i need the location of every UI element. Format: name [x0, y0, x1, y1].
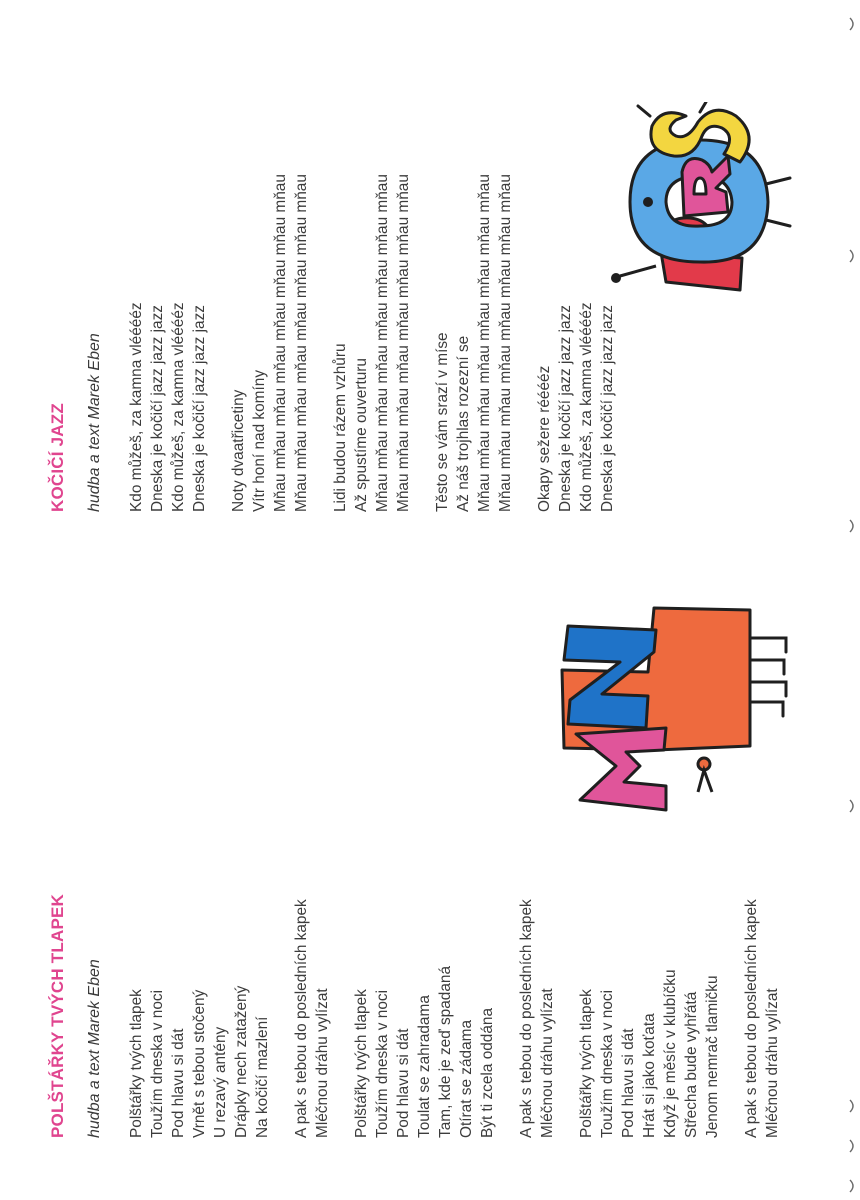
lyric-line: Kdo můžeš, za kamna vlééééz — [170, 302, 187, 512]
lyric-line: Mléčnou dráhu vylízat — [314, 988, 331, 1138]
stanza — [228, 12, 312, 512]
lyric-line: Když je měsíc v klubíčku — [662, 969, 679, 1138]
lyric-line: Být ti zcela oddána — [479, 1007, 496, 1138]
lyric-line: Kdo můžeš, za kamna vlééééz — [128, 302, 145, 512]
creature-beak — [698, 770, 712, 792]
lyric-line: Vrnět s tebou stočený — [191, 989, 208, 1138]
lyric-line: Jenom nemrač tlamičku — [704, 975, 721, 1138]
lyric-line: Mňau mňau mňau mňau mňau mňau mňau mňau — [374, 174, 391, 512]
creature-legs — [750, 638, 786, 716]
pros-letter-creature-illustration — [590, 102, 840, 312]
letter-m — [576, 728, 666, 810]
lyric-line: Toužím dneska v noci — [599, 990, 616, 1138]
lyric-line: Těsto se vám srazí v míse — [434, 332, 451, 512]
song-credit: hudba a text Marek Eben — [86, 333, 103, 512]
lyric-line: Pod hlavu si dát — [170, 1028, 187, 1138]
stanza — [432, 12, 516, 512]
lyric-line: Dneska je kočičí jazz jazz jazz — [191, 305, 208, 512]
stanza — [126, 598, 273, 1138]
creature-antenna-tip — [611, 273, 621, 283]
creature-antenna — [620, 266, 656, 276]
lyric-line: Mňau mňau mňau mňau mňau mňau mňau mňau — [272, 174, 289, 512]
creature-eye — [643, 197, 653, 207]
lyric-line: Na kočičí mazlení — [254, 1016, 271, 1138]
lyric-line: Toužím dneska v noci — [374, 990, 391, 1138]
lyric-line: Mléčnou dráhu vylízat — [764, 988, 781, 1138]
lyric-line: Polštářky tvých tlapek — [128, 989, 145, 1138]
lyric-line: Vítr honí nad komíny — [251, 369, 268, 512]
lyric-line: Mňau mňau mňau mňau mňau mňau mňau mňau — [293, 174, 310, 512]
stanza — [351, 598, 498, 1138]
scan-edge-marks — [832, 0, 860, 1200]
stanza — [330, 12, 414, 512]
lyric-line: Mňau mňau mňau mňau mňau mňau mňau mňau — [476, 174, 493, 512]
lyric-line: Toužím dneska v noci — [149, 990, 166, 1138]
lyric-line: Pod hlavu si dát — [620, 1028, 637, 1138]
lyric-line: Mňau mňau mňau mňau mňau mňau mňau mňau — [395, 174, 412, 512]
lyric-line: Polštářky tvých tlapek — [353, 989, 370, 1138]
lyric-line: U rezavý antény — [212, 1026, 229, 1138]
stanza — [126, 12, 210, 512]
lyric-line: Otírat se zádama — [458, 1019, 475, 1138]
lyric-line: Mňau mňau mňau mňau mňau mňau mňau mňau — [497, 174, 514, 512]
lyric-line: Až náš trojhlas rozezní se — [455, 335, 472, 512]
song-credit: hudba a text Marek Eben — [86, 959, 103, 1138]
lyric-line: A pak s tebou do posledních kapek — [293, 899, 310, 1138]
lyric-line: Tam, kde je zeď spadaná — [437, 965, 454, 1138]
lyric-line: Kdo můžeš, za kamna vlééééz — [578, 302, 595, 512]
lyric-line: Toulat se zahradama — [416, 995, 433, 1138]
lyric-line: Polštářky tvých tlapek — [578, 989, 595, 1138]
letter-r — [682, 156, 730, 216]
song-title: POLŠTÁŘKY TVÝCH TLAPEK — [48, 894, 67, 1138]
lyric-line: Noty dvaatřicetiny — [230, 389, 247, 512]
lyric-line: A pak s tebou do posledních kapek — [518, 899, 535, 1138]
lyric-line: Lidi budou rázem vzhůru — [332, 343, 349, 512]
song-title: KOČIČÍ JAZZ — [48, 403, 67, 512]
mnl-letter-creature-illustration — [498, 592, 798, 822]
lyric-line: Až spustíme ouverturu — [353, 358, 370, 512]
song-kocici-jazz — [48, 12, 636, 512]
lyric-line: Dneska je kočičí jazz jazz jazz — [149, 305, 166, 512]
lyric-line: Dneska je kočičí jazz jazz jazz — [599, 305, 616, 512]
lyric-line: Dneska je kočičí jazz jazz jazz — [557, 305, 574, 512]
lyrics — [126, 12, 618, 512]
lyric-line: Hrát si jako koťata — [641, 1013, 658, 1138]
lyric-line: Drápky nech zatažený — [233, 985, 250, 1138]
stanza — [291, 598, 333, 1138]
lyric-line: Pod hlavu si dát — [395, 1028, 412, 1138]
lyric-line: Střecha bude vyhřátá — [683, 991, 700, 1138]
lyric-line: A pak s tebou do posledních kapek — [743, 899, 760, 1138]
lyric-line: Okapy sežere rééééz — [536, 365, 553, 512]
lyric-line: Mléčnou dráhu vylízat — [539, 988, 556, 1138]
